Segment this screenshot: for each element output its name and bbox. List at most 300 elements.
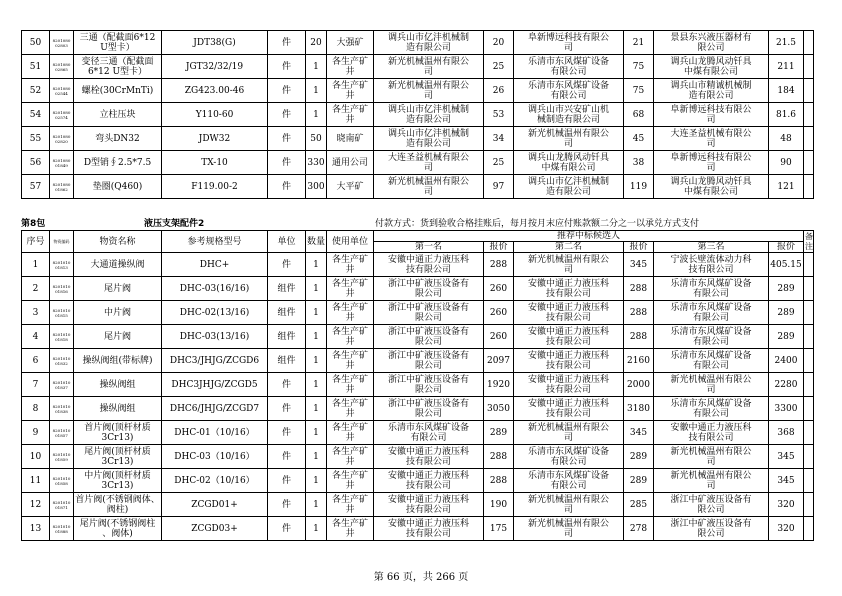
table-row — [22, 31, 814, 55]
header-qty: 数量 — [306, 231, 327, 253]
cell-price-2: 3180 — [624, 397, 654, 421]
header-third: 第三名 — [654, 242, 769, 253]
cell-price-2: 38 — [624, 151, 654, 175]
header-price-1: 报价 — [484, 242, 514, 253]
cell-no: 51 — [22, 55, 50, 79]
table-row — [22, 253, 814, 277]
cell-price-3: 48 — [769, 127, 804, 151]
cell-supplier-2: 新光机械温州有限公 司 — [514, 127, 624, 151]
table-row — [22, 55, 814, 79]
cell-code: 8201080 02574 — [50, 103, 74, 127]
cell-price-2: 289 — [624, 445, 654, 469]
cell-unit: 组件 — [268, 277, 306, 301]
cell-remark — [804, 397, 814, 421]
cell-supplier-2: 调兵山市亿沣机械制 造有限公司 — [514, 175, 624, 199]
cell-remark — [804, 301, 814, 325]
top-table-body — [22, 31, 814, 199]
cell-price-3: 81.6 — [769, 103, 804, 127]
table-row — [22, 79, 814, 103]
cell-name: 操纵阀组 — [74, 397, 162, 421]
cell-supplier-2: 调兵山龙腾风动钎具 中煤有限公司 — [514, 151, 624, 175]
cell-price-2: 288 — [624, 325, 654, 349]
cell-qty: 1 — [306, 301, 327, 325]
cell-name: 尾片阀(顶杆材质 3Cr13) — [74, 445, 162, 469]
cell-price-3: 368 — [769, 421, 804, 445]
cell-name: 尾片阀 — [74, 325, 162, 349]
cell-no: 57 — [22, 175, 50, 199]
table-row — [22, 151, 814, 175]
cell-remark — [804, 127, 814, 151]
cell-supplier-3: 阜新博远科技有限公 司 — [654, 103, 769, 127]
cell-unit: 件 — [268, 373, 306, 397]
cell-no: 8 — [22, 397, 50, 421]
cell-price-1: 260 — [484, 301, 514, 325]
cell-supplier-2: 安徽中通正力液压科 技有限公司 — [514, 349, 624, 373]
header-row-1 — [22, 231, 814, 242]
cell-spec: ZG423.00-46 — [162, 79, 268, 103]
package-name: 液压支架配件2 — [144, 219, 205, 229]
cell-qty: 1 — [306, 277, 327, 301]
cell-name: 首片阀(不锈钢阀体、 阀柱) — [75, 494, 160, 515]
cell-name: 尾片阀 — [74, 277, 162, 301]
cell-remark — [804, 325, 814, 349]
cell-no: 1 — [22, 253, 50, 277]
cell-price-2: 285 — [624, 493, 654, 517]
cell-supplier-3: 乐清市东风煤矿设备 有限公司 — [654, 301, 769, 325]
cell-qty: 1 — [306, 373, 327, 397]
cell-price-3: 320 — [769, 517, 804, 541]
cell-name: 垫圈(Q460) — [74, 175, 162, 199]
cell-user: 各生产矿 井 — [327, 469, 374, 493]
cell-supplier-3: 大连圣益机械有限公 司 — [654, 127, 769, 151]
cell-spec: DHC3JHJG/ZCGD5 — [162, 373, 268, 397]
cell-price-1: 34 — [484, 127, 514, 151]
cell-price-2: 75 — [624, 55, 654, 79]
cell-spec: DHC+ — [162, 253, 268, 277]
header-spec: 参考规格型号 — [162, 231, 268, 253]
cell-unit: 件 — [268, 469, 306, 493]
cell-name: 弯头DN32 — [74, 127, 162, 151]
cell-unit: 件 — [268, 253, 306, 277]
cell-supplier-2: 新光机械温州有限公 司 — [514, 493, 624, 517]
cell-price-1: 260 — [484, 325, 514, 349]
cell-unit: 组件 — [268, 349, 306, 373]
cell-qty: 1 — [306, 79, 327, 103]
cell-supplier-1: 浙江中矿液压设备有 限公司 — [374, 397, 484, 421]
cell-qty: 1 — [306, 469, 327, 493]
cell-price-3: 345 — [769, 445, 804, 469]
cell-price-1: 53 — [484, 103, 514, 127]
cell-name: 三通（配截面6*12 U型卡） — [74, 31, 162, 55]
cell-price-1: 3050 — [484, 397, 514, 421]
cell-user: 各生产矿 井 — [327, 79, 374, 103]
cell-remark — [804, 469, 814, 493]
cell-price-3: 21.5 — [769, 31, 804, 55]
cell-unit: 件 — [268, 445, 306, 469]
payment-terms: 付款方式：货到验收合格挂账后，每月按月末应付账款额二分之一以承兑方式支付 — [375, 219, 700, 229]
table-row — [22, 493, 814, 517]
cell-supplier-3: 乐清市东风煤矿设备 有限公司 — [654, 325, 769, 349]
table-row — [22, 397, 814, 421]
cell-user: 各生产矿 井 — [327, 349, 374, 373]
cell-remark — [804, 55, 814, 79]
cell-code: 8201080 02544 — [50, 79, 74, 103]
cell-price-1: 26 — [484, 79, 514, 103]
header-price-3: 报价 — [769, 242, 804, 253]
header-user: 使用单位 — [327, 231, 374, 253]
cell-code: 8201010 01815 — [50, 301, 74, 325]
cell-supplier-3: 调兵山市精诚机械制 造有限公司 — [654, 79, 769, 103]
cell-no: 11 — [22, 469, 50, 493]
cell-supplier-2: 新光机械温州有限公 司 — [514, 517, 624, 541]
cell-price-3: 2400 — [769, 349, 804, 373]
cell-spec: DHC-01（10/16） — [162, 421, 268, 445]
cell-price-1: 288 — [484, 445, 514, 469]
cell-unit: 件 — [268, 55, 306, 79]
cell-supplier-3: 乐清市东风煤矿设备 有限公司 — [654, 397, 769, 421]
header-recommend: 推荐中标候选人 — [374, 231, 804, 242]
cell-supplier-2: 安徽中通正力液压科 技有限公司 — [514, 325, 624, 349]
cell-unit: 件 — [268, 421, 306, 445]
cell-supplier-1: 浙江中矿液压设备有 限公司 — [374, 373, 484, 397]
cell-unit: 件 — [268, 127, 306, 151]
cell-code: 8201080 02803 — [50, 31, 74, 55]
cell-remark — [804, 493, 814, 517]
cell-price-1: 20 — [484, 31, 514, 55]
cell-name: 尾片阀(不锈钢阀柱 、阀体) — [74, 517, 162, 541]
cell-name: 螺栓(30CrMnTi) — [74, 79, 162, 103]
cell-no: 9 — [22, 421, 50, 445]
table-row — [22, 103, 814, 127]
cell-user: 各生产矿 井 — [327, 103, 374, 127]
cell-supplier-2: 安徽中通正力液压科 技有限公司 — [514, 373, 624, 397]
cell-remark — [804, 373, 814, 397]
header-no: 序号 — [22, 231, 50, 253]
cell-price-3: 184 — [769, 79, 804, 103]
cell-qty: 1 — [306, 517, 327, 541]
cell-price-2: 45 — [624, 127, 654, 151]
cell-qty: 1 — [306, 445, 327, 469]
cell-no: 7 — [22, 373, 50, 397]
table-row — [22, 445, 814, 469]
cell-price-3: 2280 — [769, 373, 804, 397]
cell-code: 8201080 01862 — [50, 175, 74, 199]
cell-name: 大通道操纵阀 — [74, 253, 162, 277]
table-row — [22, 175, 814, 199]
cell-supplier-2: 安徽中通正力液压科 技有限公司 — [514, 277, 624, 301]
cell-supplier-1: 浙江中矿液压设备有 限公司 — [374, 301, 484, 325]
cell-price-1: 175 — [484, 517, 514, 541]
cell-price-1: 288 — [484, 469, 514, 493]
cell-remark — [804, 103, 814, 127]
cell-price-1: 288 — [484, 253, 514, 277]
package-label: 第8包 — [21, 219, 46, 229]
cell-supplier-2: 安徽中通正力液压科 技有限公司 — [514, 397, 624, 421]
cell-price-2: 75 — [624, 79, 654, 103]
header-name: 物资名称 — [74, 231, 162, 253]
cell-price-3: 90 — [769, 151, 804, 175]
cell-price-2: 21 — [624, 31, 654, 55]
cell-code: 8201010 01838 — [50, 397, 74, 421]
cell-user: 各生产矿 井 — [327, 421, 374, 445]
cell-user: 各生产矿 井 — [327, 277, 374, 301]
cell-user: 各生产矿 井 — [327, 55, 374, 79]
cell-spec: JDW32 — [162, 127, 268, 151]
cell-user: 大强矿 — [327, 31, 374, 55]
cell-price-2: 119 — [624, 175, 654, 199]
cell-remark — [804, 253, 814, 277]
cell-qty: 50 — [306, 127, 327, 151]
cell-price-2: 345 — [624, 421, 654, 445]
cell-supplier-3: 调兵山龙腾风动钎具 中煤有限公司 — [654, 55, 769, 79]
cell-name: D型销∮2.5*7.5 — [74, 151, 162, 175]
cell-code: 8201080 01849 — [50, 151, 74, 175]
cell-no: 54 — [22, 103, 50, 127]
section-title — [21, 216, 813, 230]
cell-supplier-3: 乐清市东风煤矿设备 有限公司 — [654, 277, 769, 301]
cell-supplier-3: 浙江中矿液压设备有 限公司 — [654, 517, 769, 541]
bottom-table-body — [22, 253, 814, 541]
cell-spec: JGT32/32/19 — [162, 55, 268, 79]
cell-supplier-1: 浙江中矿液压设备有 限公司 — [374, 349, 484, 373]
cell-name: 操纵阀组 — [74, 373, 162, 397]
cell-supplier-2: 新光机械温州有限公 司 — [514, 253, 624, 277]
cell-price-1: 25 — [484, 55, 514, 79]
cell-remark — [804, 79, 814, 103]
cell-no: 3 — [22, 301, 50, 325]
cell-no: 2 — [22, 277, 50, 301]
cell-price-2: 2000 — [624, 373, 654, 397]
cell-qty: 1 — [306, 397, 327, 421]
cell-supplier-3: 阜新博远科技有限公 司 — [654, 151, 769, 175]
header-first: 第一名 — [374, 242, 484, 253]
table-row — [22, 277, 814, 301]
cell-price-3: 289 — [769, 325, 804, 349]
cell-supplier-2: 阜新博远科技有限公 司 — [514, 31, 624, 55]
cell-price-3: 289 — [769, 301, 804, 325]
cell-supplier-2: 安徽中通正力液压科 技有限公司 — [514, 301, 624, 325]
cell-user: 各生产矿 井 — [327, 493, 374, 517]
header-code: 物资编码 — [50, 231, 74, 253]
cell-remark — [804, 151, 814, 175]
cell-supplier-3: 景县东兴液压器材有 限公司 — [654, 31, 769, 55]
cell-code: 8201010 01857 — [50, 421, 74, 445]
cell-spec: DHC-02(13/16) — [162, 301, 268, 325]
cell-supplier-1: 新光机械温州有限公 司 — [374, 55, 484, 79]
cell-qty: 1 — [306, 421, 327, 445]
cell-no: 52 — [22, 79, 50, 103]
cell-remark — [804, 517, 814, 541]
cell-user: 通用公司 — [327, 151, 374, 175]
cell-no: 10 — [22, 445, 50, 469]
bottom-table — [21, 230, 814, 541]
cell-unit: 件 — [268, 517, 306, 541]
cell-spec: DHC-03(16/16) — [162, 277, 268, 301]
cell-supplier-2: 调兵山市兴安矿山机 械制造有限公司 — [514, 103, 624, 127]
cell-unit: 件 — [268, 79, 306, 103]
cell-spec: DHC3/JHJG/ZCGD6 — [162, 349, 268, 373]
cell-no: 4 — [22, 325, 50, 349]
cell-user: 晓南矿 — [327, 127, 374, 151]
cell-spec: TX-10 — [162, 151, 268, 175]
cell-supplier-3: 宁波长壁流体动力科 技有限公司 — [654, 253, 769, 277]
cell-name: 首片阀(顶杆材质 3Cr13) — [74, 421, 162, 445]
cell-price-2: 289 — [624, 469, 654, 493]
cell-unit: 件 — [268, 175, 306, 199]
cell-qty: 300 — [306, 175, 327, 199]
cell-user: 各生产矿 井 — [327, 253, 374, 277]
cell-remark — [804, 31, 814, 55]
header-second: 第二名 — [514, 242, 624, 253]
cell-spec: DHC-03（10/16） — [162, 445, 268, 469]
cell-supplier-1: 调兵山市亿沣机械制 造有限公司 — [374, 103, 484, 127]
cell-unit: 组件 — [268, 301, 306, 325]
cell-spec: DHC6/JHJG/ZCGD7 — [162, 397, 268, 421]
cell-code: 8201080 02865 — [50, 55, 74, 79]
cell-no: 6 — [22, 349, 50, 373]
cell-price-3: 405.15 — [769, 253, 804, 277]
cell-remark — [804, 175, 814, 199]
page-footer: 第 66 页，共 266 页 — [373, 572, 469, 583]
cell-supplier-1: 乐清市东风煤矿设备 有限公司 — [374, 421, 484, 445]
cell-code: 8201010 01818 — [50, 325, 74, 349]
table-row — [22, 421, 814, 445]
cell-name: 变径三通（配截面 6*12 U型卡） — [74, 55, 162, 79]
cell-supplier-1: 大连圣益机械有限公 司 — [374, 151, 484, 175]
cell-code: 8201010 01837 — [50, 373, 74, 397]
cell-supplier-1: 安徽中通正力液压科 技有限公司 — [374, 493, 484, 517]
cell-price-3: 211 — [769, 55, 804, 79]
cell-supplier-1: 新光机械温州有限公 司 — [374, 175, 484, 199]
cell-code: 8201010 01816 — [50, 277, 74, 301]
cell-spec: DHC-03(13/16) — [162, 325, 268, 349]
cell-spec: ZCGD03+ — [162, 517, 268, 541]
cell-code: 8201010 01871 — [50, 493, 74, 517]
cell-supplier-2: 乐清市东风煤矿设备 有限公司 — [514, 55, 624, 79]
table-row — [22, 517, 814, 541]
cell-supplier-1: 浙江中矿液压设备有 限公司 — [374, 325, 484, 349]
cell-price-1: 190 — [484, 493, 514, 517]
cell-price-1: 25 — [484, 151, 514, 175]
cell-unit: 件 — [268, 493, 306, 517]
cell-price-1: 2097 — [484, 349, 514, 373]
cell-spec: Y110-60 — [162, 103, 268, 127]
cell-price-2: 68 — [624, 103, 654, 127]
cell-qty: 1 — [306, 55, 327, 79]
cell-price-3: 121 — [769, 175, 804, 199]
cell-remark — [804, 445, 814, 469]
header-unit: 单位 — [268, 231, 306, 253]
cell-remark — [804, 349, 814, 373]
cell-price-2: 278 — [624, 517, 654, 541]
cell-qty: 1 — [306, 253, 327, 277]
cell-price-3: 289 — [769, 277, 804, 301]
cell-user: 各生产矿 井 — [327, 517, 374, 541]
cell-price-1: 289 — [484, 421, 514, 445]
cell-price-3: 3300 — [769, 397, 804, 421]
cell-supplier-3: 乐清市东风煤矿设备 有限公司 — [654, 349, 769, 373]
cell-user: 各生产矿 井 — [327, 445, 374, 469]
cell-supplier-2: 乐清市东风煤矿设备 有限公司 — [514, 79, 624, 103]
cell-supplier-1: 安徽中通正力液压科 技有限公司 — [374, 469, 484, 493]
table-row — [22, 349, 814, 373]
cell-supplier-1: 浙江中矿液压设备有 限公司 — [374, 277, 484, 301]
cell-supplier-1: 调兵山市亿沣机械制 造有限公司 — [374, 31, 484, 55]
header-remark: 备注 — [805, 231, 814, 251]
cell-supplier-1: 安徽中通正力液压科 技有限公司 — [374, 517, 484, 541]
cell-name: 中片阀(顶杆材质 3Cr13) — [74, 469, 162, 493]
cell-price-1: 97 — [484, 175, 514, 199]
cell-supplier-3: 新光机械温州有限公 司 — [654, 445, 769, 469]
cell-price-3: 345 — [769, 469, 804, 493]
cell-user: 各生产矿 井 — [327, 397, 374, 421]
cell-price-1: 260 — [484, 277, 514, 301]
table-row — [22, 127, 814, 151]
cell-user: 大平矿 — [327, 175, 374, 199]
cell-qty: 1 — [306, 493, 327, 517]
cell-name: 立柱压块 — [74, 103, 162, 127]
cell-user: 各生产矿 井 — [327, 373, 374, 397]
cell-supplier-2: 新光机械温州有限公 司 — [514, 421, 624, 445]
cell-qty: 1 — [306, 349, 327, 373]
cell-spec: JDT38(G) — [162, 31, 268, 55]
cell-code: 8201010 01888 — [50, 517, 74, 541]
cell-supplier-1: 安徽中通正力液压科 技有限公司 — [374, 253, 484, 277]
cell-supplier-2: 乐清市东风煤矿设备 有限公司 — [514, 469, 624, 493]
cell-spec: ZCGD01+ — [162, 493, 268, 517]
cell-price-3: 320 — [769, 493, 804, 517]
header-price-2: 报价 — [624, 242, 654, 253]
cell-spec: DHC-02（10/16） — [162, 469, 268, 493]
cell-user: 各生产矿 井 — [327, 301, 374, 325]
cell-unit: 件 — [268, 397, 306, 421]
cell-remark — [804, 421, 814, 445]
cell-name: 中片阀 — [74, 301, 162, 325]
cell-name: 操纵阀组(带标牌) — [74, 349, 162, 373]
cell-unit: 件 — [268, 31, 306, 55]
cell-code: 8201080 02820 — [50, 127, 74, 151]
table-row — [22, 301, 814, 325]
cell-code: 8201010 01813 — [50, 253, 74, 277]
table-row — [22, 373, 814, 397]
cell-code: 8201010 01858 — [50, 469, 74, 493]
cell-supplier-3: 新光机械温州有限公 司 — [654, 373, 769, 397]
cell-price-2: 2160 — [624, 349, 654, 373]
cell-supplier-3: 调兵山龙腾风动钎具 中煤有限公司 — [654, 175, 769, 199]
cell-unit: 组件 — [268, 325, 306, 349]
cell-supplier-3: 浙江中矿液压设备有 限公司 — [654, 493, 769, 517]
cell-unit: 件 — [268, 151, 306, 175]
table-row — [22, 469, 814, 493]
cell-no: 50 — [22, 31, 50, 55]
cell-price-2: 288 — [624, 277, 654, 301]
cell-supplier-1: 调兵山市亿沣机械制 造有限公司 — [374, 127, 484, 151]
top-table — [21, 30, 814, 199]
cell-no: 56 — [22, 151, 50, 175]
cell-supplier-2: 乐清市东风煤矿设备 有限公司 — [514, 445, 624, 469]
cell-code: 8201010 01859 — [50, 445, 74, 469]
cell-supplier-1: 新光机械温州有限公 司 — [374, 79, 484, 103]
cell-supplier-1: 安徽中通正力液压科 技有限公司 — [374, 445, 484, 469]
table-row — [22, 325, 814, 349]
cell-qty: 20 — [306, 31, 327, 55]
cell-price-2: 345 — [624, 253, 654, 277]
cell-no: 55 — [22, 127, 50, 151]
cell-supplier-3: 新光机械温州有限公 司 — [654, 469, 769, 493]
cell-supplier-3: 安徽中通正力液压科 技有限公司 — [654, 421, 769, 445]
cell-qty: 1 — [306, 103, 327, 127]
cell-price-2: 288 — [624, 301, 654, 325]
